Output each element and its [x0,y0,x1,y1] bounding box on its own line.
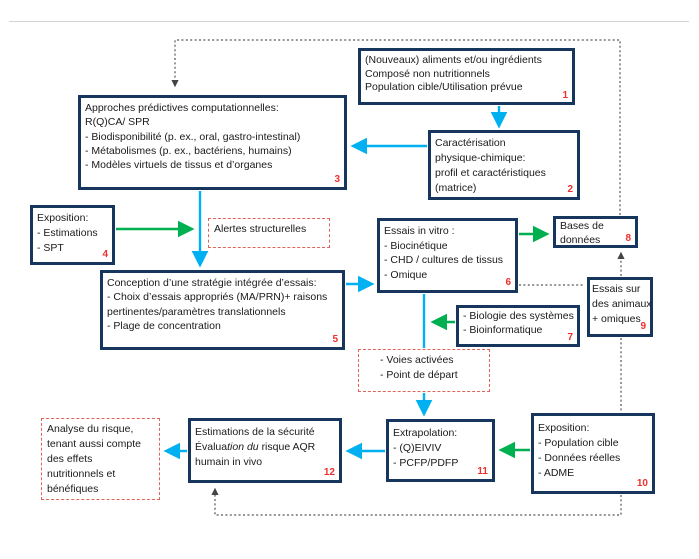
text-line: Composé non nutritionnels [365,67,490,80]
text-line: - Point de départ [380,368,458,381]
text-line: tenant aussi compte [47,437,141,450]
step-number: 3 [334,174,340,186]
box-exposition-population [531,413,655,494]
text-line: bénéfiques [47,482,99,495]
text-line: profil et caractéristiques [435,166,546,179]
text-line: - Biodisponibilité (p. ex., oral, gastro-intestinal) [85,130,301,143]
step-number: 12 [323,466,335,478]
text-line: - ADME [538,466,575,479]
box-biologie-systemes [456,305,580,347]
text-line: nutritionnels et [47,467,116,480]
step-number: 2 [567,183,573,195]
step-number: 4 [102,248,108,260]
text-line: - Population cible [538,436,619,449]
box-essais-animaux [587,277,653,337]
callout-alertes-structurelles [208,218,330,248]
step-number: 5 [332,334,338,346]
text-line: R(Q)CA/ SPR [85,116,150,129]
step-number: 1 [562,90,568,101]
text-line: - Modèles virtuels de tissus et d’organes [85,159,273,172]
text-line: - Choix d’essais appropriés (MA/PRN)+ raisons [107,291,328,304]
text-line: - Données réelles [538,451,621,464]
text-line: Essais sur [592,283,641,295]
text-line: Exposition: [37,212,89,224]
box-conception-strategie [100,270,345,350]
box-approches-predictives [78,95,347,190]
box-extrapolation [386,419,495,482]
text-line: - SPT [37,241,64,254]
text-line: données [560,233,601,246]
text-line: (matrice) [435,181,477,194]
text-line: des animaux [592,297,652,310]
text-line: - Voies activées [380,354,454,366]
text-line: physique-chimique: [435,151,526,164]
text-line: Essais in vitro : [384,225,455,237]
text-line: pertinentes/paramètres translationnels [107,305,286,318]
box-bases-donnees [553,216,638,248]
text-line: des effets [47,452,93,465]
text-line: Analyse du risque, [47,423,134,435]
text-line: - Omique [384,269,428,282]
step-number: 9 [640,320,646,332]
text-line: - Métabolismes (p. ex., bactériens, humains) [85,144,292,157]
step-number: 6 [505,277,511,288]
text-line: Alertes structurelles [214,223,307,235]
step-number: 11 [477,465,488,477]
text-line: - Plage de concentration [107,319,221,332]
callout-analyse-risque [41,418,160,500]
text-line: Bases de [560,220,604,232]
text-line: Estimations de la sécurité [195,426,315,438]
step-number: 7 [567,332,573,343]
text-line: - (Q)EIVIV [393,441,442,454]
text-line: (Nouveaux) aliments et/ou ingrédients [365,54,542,66]
box-nouveaux-aliments [358,48,575,105]
step-number: 10 [636,477,648,489]
text-line: - Estimations [37,226,98,239]
text-line: - PCFP/PDFP [393,456,459,469]
box-essais-in-vitro [377,218,518,293]
text-line: Évaluation du risque AQR [195,440,316,453]
text-line: Exposition: [538,422,590,434]
text-line: - Bioinformatique [463,323,543,336]
text-line: + omiques [592,312,641,325]
box-estimations-securite [188,418,342,483]
box-caracterisation [428,130,580,200]
box-exposition-estimations [30,205,115,265]
text-line: - Biologie des systèmes [463,310,574,322]
text-line: humain in vivo [195,455,263,468]
step-number: 8 [625,233,631,244]
text-line: Population cible/Utilisation prévue [365,81,523,94]
text-line: - Biocinétique [384,239,448,252]
text-line: Caractérisation [435,137,506,149]
callout-voies-activees [358,349,490,392]
text-line: Approches prédictives computationnelles: [85,102,279,114]
text-line: Conception d’une stratégie intégrée d’essais: [107,277,317,289]
text-line: - CHD / cultures de tissus [384,254,504,267]
text-line: Extrapolation: [393,427,458,439]
